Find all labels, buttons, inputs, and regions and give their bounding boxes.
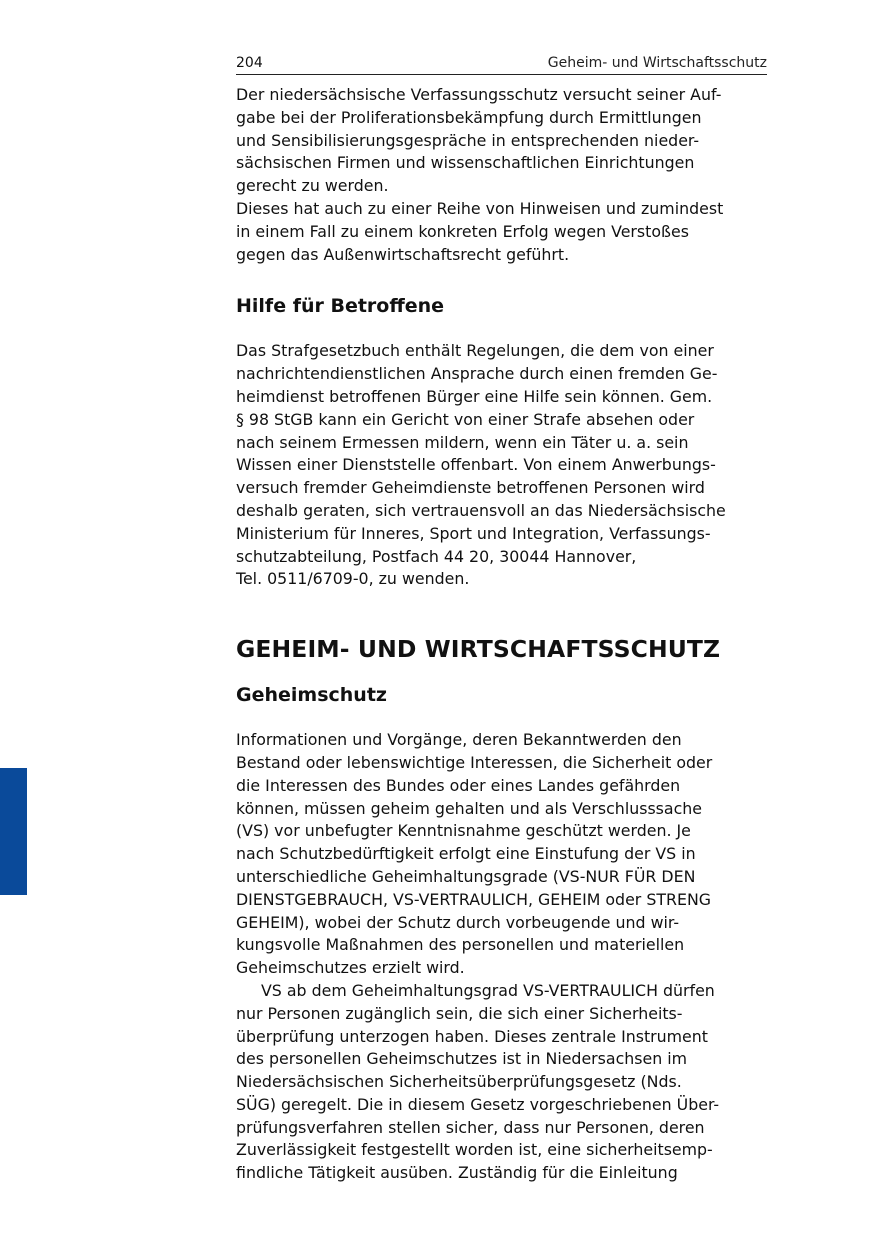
- text-line: VS ab dem Geheimhaltungsgrad VS-VERTRAULICH dürfen: [261, 980, 715, 1000]
- text-line: überprüfung unterzogen haben. Dieses zentrale Instrument: [236, 1026, 708, 1046]
- chapter-heading: GEHEIM- UND WIRTSCHAFTSSCHUTZ: [236, 635, 721, 664]
- text-line: Informationen und Vorgänge, deren Bekanntwerden den: [236, 730, 682, 750]
- running-head: Geheim- und Wirtschaftsschutz: [547, 55, 767, 71]
- text-line: des personellen Geheimschutzes ist in Niedersachsen im: [236, 1049, 688, 1069]
- text-line: GEHEIM), wobei der Schutz durch vorbeugende und wir-: [236, 912, 680, 932]
- text-line: Bestand oder lebenswichtige Interessen, die Sicherheit oder: [236, 752, 713, 772]
- text-line: deshalb geraten, sich vertrauensvoll an das Niedersächsische: [236, 500, 726, 520]
- text-line: gegen das Außenwirtschaftsrecht geführt.: [236, 244, 570, 264]
- text-line: gabe bei der Proliferationsbekämpfung durch Ermittlungen: [236, 107, 702, 127]
- geheimschutz-paragraph-2: [236, 980, 767, 1185]
- text-line: und Sensibilisierungsgespräche in entsprechenden nieder-: [236, 130, 700, 150]
- text-line: kungsvolle Maßnahmen des personellen und materiellen: [236, 935, 685, 955]
- text-line: Der niedersächsische Verfassungsschutz versucht seiner Auf-: [236, 85, 722, 104]
- text-line: Zuverlässigkeit festgestellt worden ist, eine sicherheitsemp-: [236, 1140, 713, 1160]
- intro-paragraph: [236, 84, 767, 266]
- chapter-side-tab: [0, 768, 27, 895]
- text-line: nach seinem Ermessen mildern, wenn ein Täter u. a. sein: [236, 432, 689, 452]
- page-number: 204: [236, 55, 263, 71]
- geheimschutz-paragraph-1: [236, 729, 767, 980]
- section-heading-geheimschutz: Geheimschutz: [236, 684, 387, 707]
- text-line: Geheimschutzes erzielt wird.: [236, 958, 465, 978]
- text-line: Tel. 0511/6709-0, zu wenden.: [236, 569, 470, 589]
- text-line: Dieses hat auch zu einer Reihe von Hinweisen und zumindest: [236, 198, 724, 218]
- section-heading-hilfe: Hilfe für Betroffene: [236, 295, 445, 318]
- text-line: unterschiedliche Geheimhaltungsgrade (VS-NUR FÜR DEN: [236, 866, 696, 886]
- text-line: SÜG) geregelt. Die in diesem Gesetz vorgeschriebenen Über-: [236, 1094, 720, 1114]
- text-line: in einem Fall zu einem konkreten Erfolg wegen Verstoßes: [236, 221, 689, 241]
- text-line: Wissen einer Dienststelle offenbart. Von einem Anwerbungs-: [236, 455, 716, 475]
- text-line: nachrichtendienstlichen Ansprache durch einen fremden Ge-: [236, 364, 718, 384]
- hilfe-paragraph: [236, 340, 767, 591]
- text-line: versuch fremder Geheimdienste betroffenen Personen wird: [236, 478, 705, 498]
- text-line: schutzabteilung, Postfach 44 20, 30044 Hannover,: [236, 546, 637, 566]
- text-line: heimdienst betroffenen Bürger eine Hilfe sein können. Gem.: [236, 386, 713, 406]
- text-line: gerecht zu werden.: [236, 176, 389, 196]
- text-line: Niedersächsischen Sicherheitsüberprüfungsgesetz (Nds.: [236, 1072, 682, 1092]
- text-line: Das Strafgesetzbuch enthält Regelungen, die dem von einer: [236, 341, 714, 361]
- text-line: § 98 StGB kann ein Gericht von einer Strafe absehen oder: [236, 409, 695, 429]
- page-body: [236, 84, 767, 1185]
- text-line: die Interessen des Bundes oder eines Landes gefährden: [236, 775, 681, 795]
- text-line: findliche Tätigkeit ausüben. Zuständig für die Einleitung: [236, 1163, 678, 1183]
- text-line: (VS) vor unbefugter Kenntnisnahme geschützt werden. Je: [236, 821, 691, 841]
- text-line: sächsischen Firmen und wissenschaftlichen Einrichtungen: [236, 153, 695, 173]
- page-header: [236, 52, 767, 75]
- text-line: können, müssen geheim gehalten und als Verschlusssache: [236, 798, 703, 818]
- text-line: nach Schutzbedürftigkeit erfolgt eine Einstufung der VS in: [236, 844, 696, 864]
- text-line: nur Personen zugänglich sein, die sich einer Sicherheits-: [236, 1003, 683, 1023]
- text-line: Ministerium für Inneres, Sport und Integration, Verfassungs-: [236, 523, 711, 543]
- text-line: prüfungsverfahren stellen sicher, dass nur Personen, deren: [236, 1117, 705, 1137]
- text-line: DIENSTGEBRAUCH, VS-VERTRAULICH, GEHEIM oder STRENG: [236, 889, 712, 909]
